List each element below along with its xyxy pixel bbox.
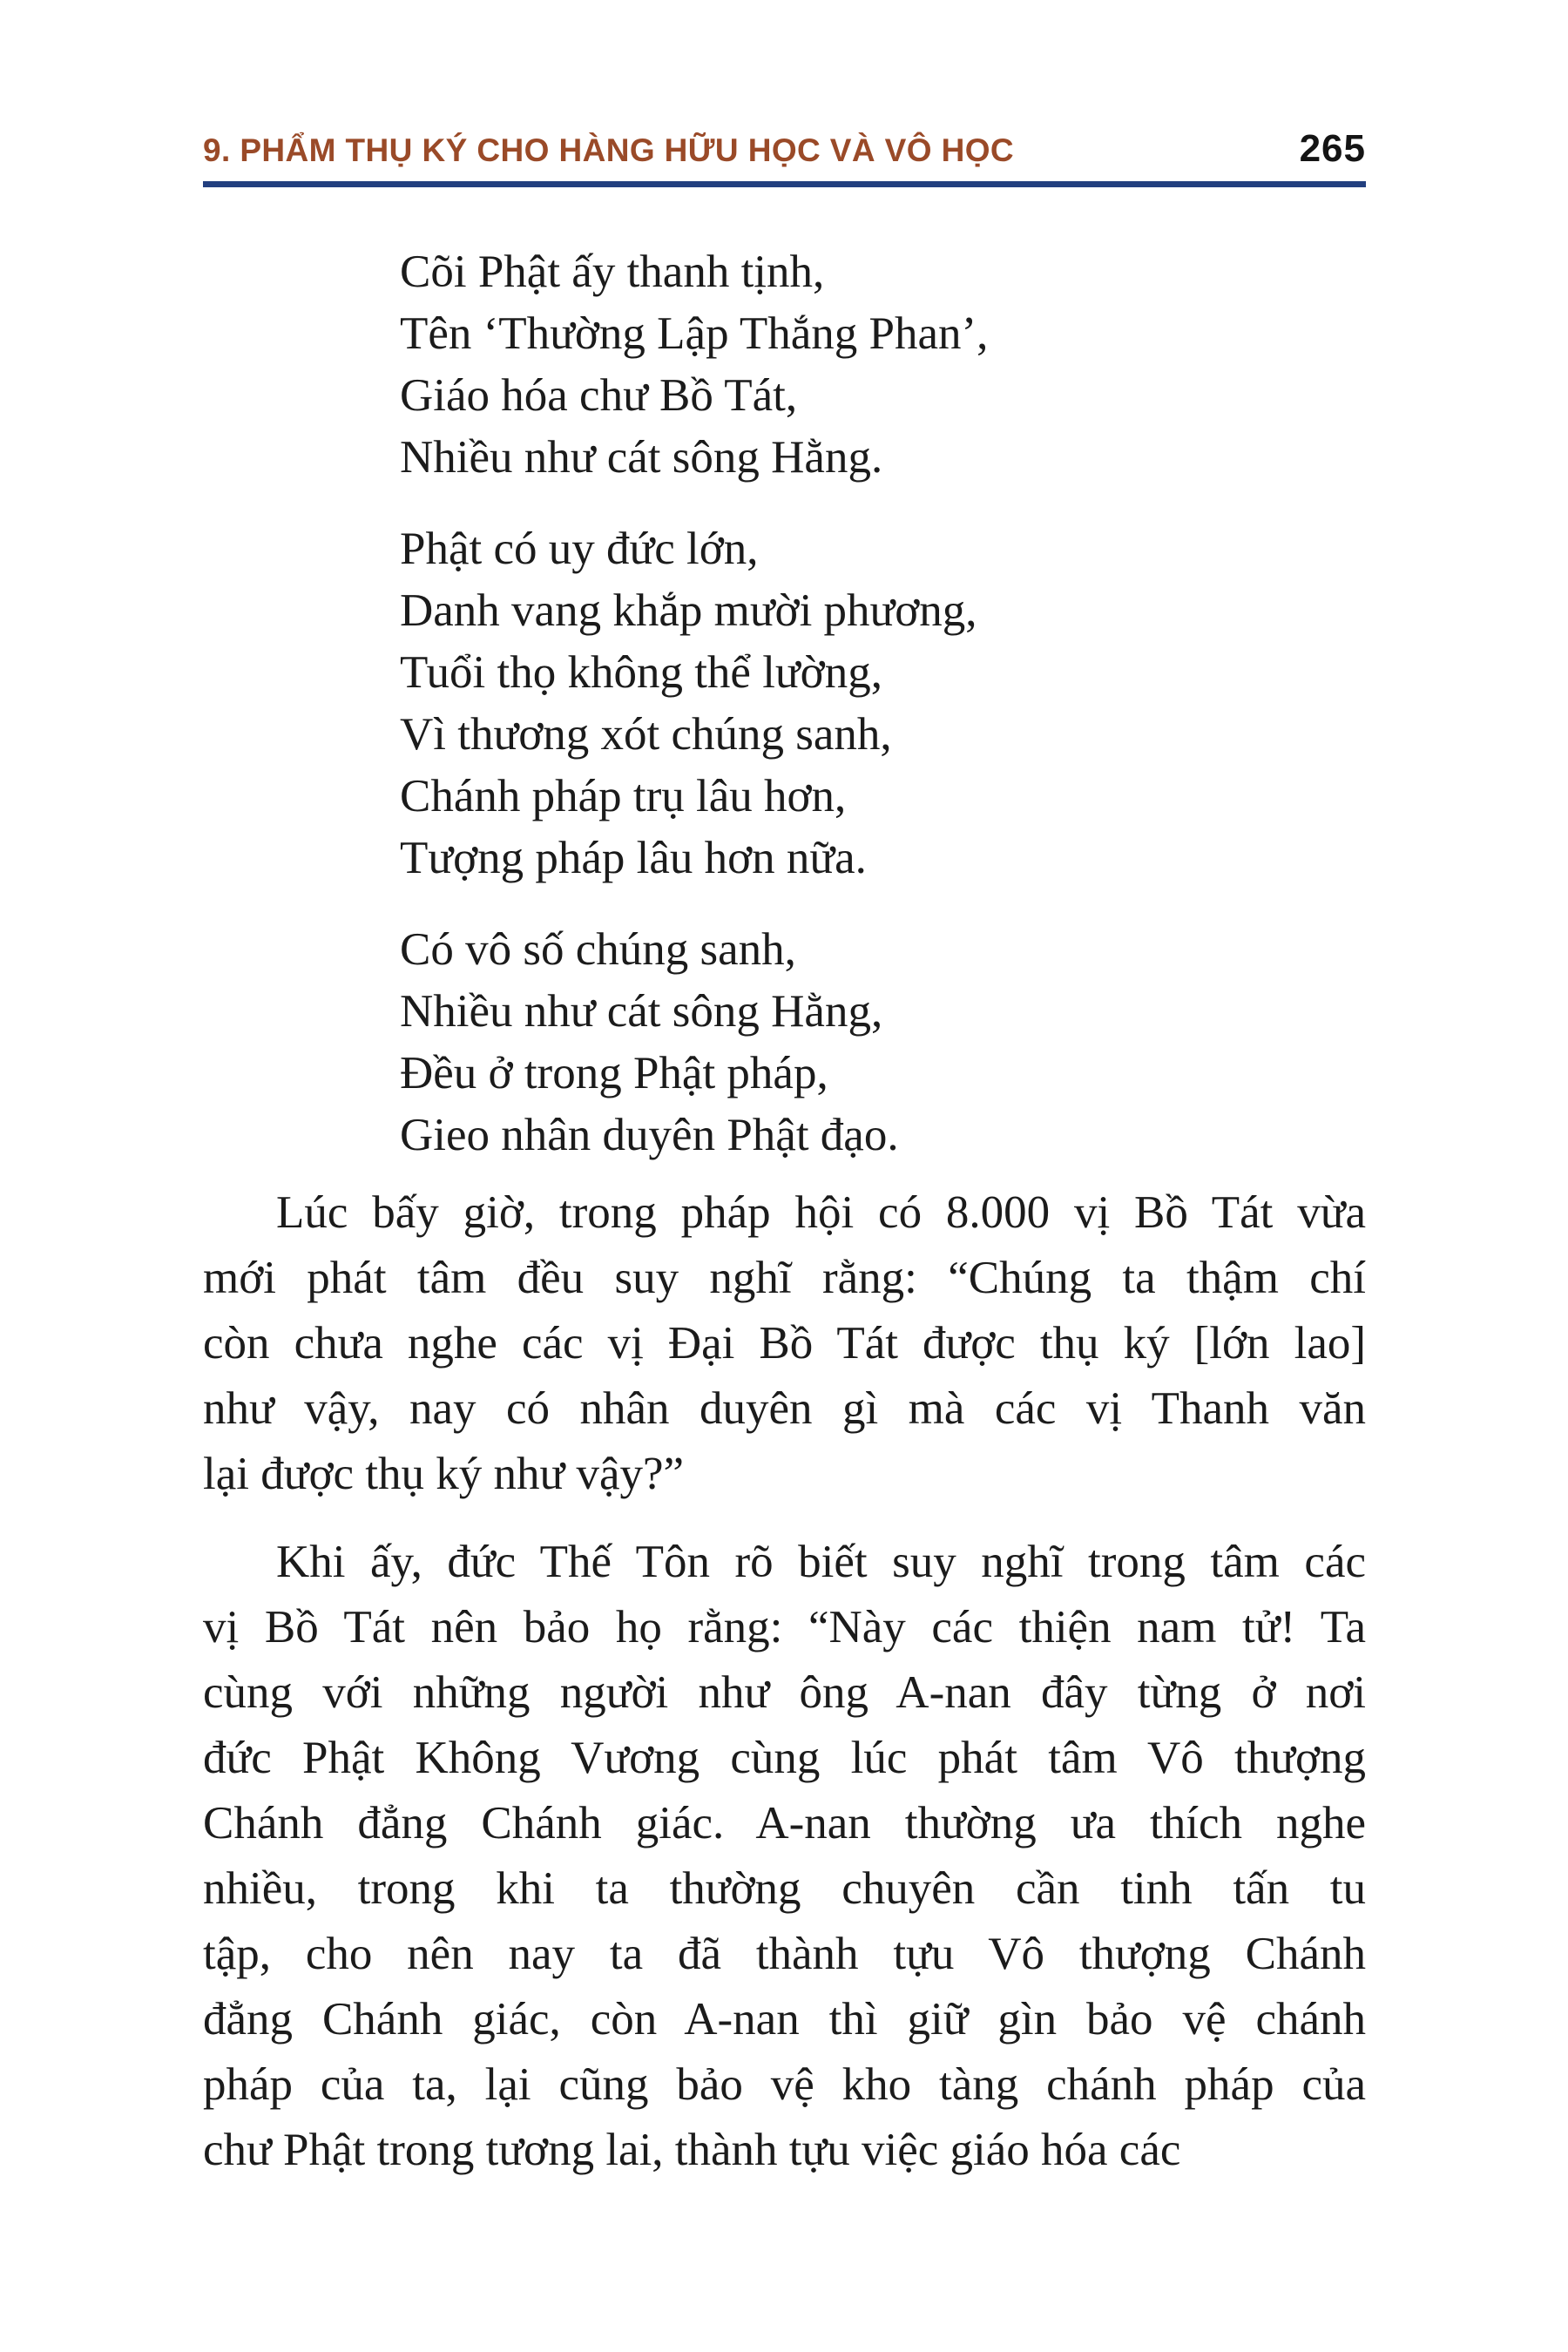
paragraph-line: Chánh đẳng Chánh giác. A-nan thường ưa thích nghe [203, 1798, 1366, 1848]
page-number: 265 [1299, 127, 1366, 170]
paragraph-line: lại được thụ ký như vậy?” [203, 1449, 685, 1499]
paragraph-line: vị Bồ Tát nên bảo họ rằng: “Này các thiện nam tử! Ta [203, 1602, 1366, 1652]
verse-line: Giáo hóa chư Bồ Tát, [400, 370, 798, 421]
verse-line: Danh vang khắp mười phương, [400, 585, 977, 636]
paragraph-line: pháp của ta, lại cũng bảo vệ kho tàng chánh pháp của [203, 2059, 1366, 2110]
prose-section [203, 1180, 1366, 2183]
chapter-title: 9. PHẨM THỤ KÝ CHO HÀNG HỮU HỌC VÀ VÔ HỌC [203, 132, 1015, 168]
paragraph-line: chư Phật trong tương lai, thành tựu việc giáo hóa các [203, 2125, 1181, 2175]
paragraph-line: như vậy, nay có nhân duyên gì mà các vị Thanh văn [203, 1383, 1366, 1434]
verse-line: Gieo nhân duyên Phật đạo. [400, 1110, 899, 1160]
verse-line: Vì thương xót chúng sanh, [400, 709, 892, 760]
paragraph-line: tập, cho nên nay ta đã thành tựu Vô thượng Chánh [203, 1929, 1366, 1979]
paragraph [203, 1180, 1366, 1507]
paragraph-line: còn chưa nghe các vị Đại Bồ Tát được thụ ký [lớn lao] [203, 1318, 1366, 1369]
verse-stanza [400, 241, 1366, 489]
verse-line: Nhiều như cát sông Hằng, [400, 986, 883, 1037]
paragraph-line: cùng với những người như ông A-nan đây từng ở nơi [203, 1667, 1366, 1718]
paragraph-line: đức Phật Không Vương cùng lúc phát tâm Vô thượng [203, 1733, 1366, 1783]
verse-line: Đều ở trong Phật pháp, [400, 1048, 828, 1098]
paragraph-line: đẳng Chánh giác, còn A-nan thì giữ gìn bảo vệ chánh [203, 1994, 1366, 2044]
verse-line: Chánh pháp trụ lâu hơn, [400, 771, 847, 821]
paragraph-line: Khi ấy, đức Thế Tôn rõ biết suy nghĩ trong tâm các [276, 1537, 1366, 1587]
verse-line: Có vô số chúng sanh, [400, 924, 796, 975]
verse-stanza [400, 518, 1366, 889]
verse-line: Cõi Phật ấy thanh tịnh, [400, 247, 825, 297]
paragraph [203, 1530, 1366, 2183]
verse-line: Nhiều như cát sông Hằng. [400, 432, 883, 483]
verse-line: Tên ‘Thường Lập Thắng Phan’, [400, 308, 989, 359]
verse-line: Tuổi thọ không thể lường, [400, 647, 882, 698]
paragraph-line: Lúc bấy giờ, trong pháp hội có 8.000 vị Bồ Tát vừa [276, 1187, 1366, 1238]
verse-line: Tượng pháp lâu hơn nữa. [400, 833, 867, 883]
paragraph-line: nhiều, trong khi ta thường chuyên cần tinh tấn tu [203, 1863, 1366, 1914]
verse-section [400, 241, 1366, 1166]
running-header [203, 127, 1366, 171]
paragraph-line: mới phát tâm đều suy nghĩ rằng: “Chúng ta thậm chí [203, 1253, 1366, 1303]
page-content [203, 127, 1366, 2183]
header-rule [203, 181, 1366, 187]
verse-line: Phật có uy đức lớn, [400, 524, 759, 574]
verse-stanza [400, 919, 1366, 1166]
